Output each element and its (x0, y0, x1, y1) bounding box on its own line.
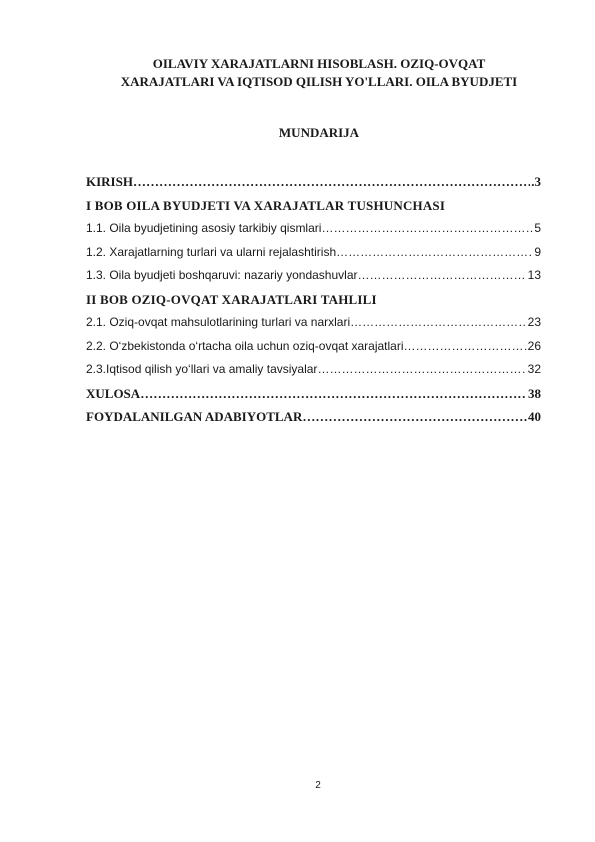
toc-entry-label: 2.3.Iqtisod qilish yo‘llari va amaliy tavsiyalar (86, 362, 318, 376)
toc-entry-1-1[interactable] (86, 221, 541, 245)
dot-leader (133, 174, 530, 190)
toc-entry-page: 26 (527, 338, 541, 353)
toc-entry-2-2[interactable] (86, 339, 541, 363)
toc-entry-page: 5 (534, 221, 541, 235)
toc-entry-label: XULOSA (86, 385, 141, 401)
table-of-contents (86, 174, 541, 433)
toc-entry-page: 13 (527, 268, 541, 282)
dot-leader (350, 315, 527, 329)
title-line-2: XARAJATLARI VA IQTISOD QILISH YO'LLARI. OILA BYUDJETI (120, 74, 518, 89)
toc-entry-label: 1.2. Xarajatlarning turlari va ularni rejalashtirish (86, 244, 337, 259)
toc-entry-2-3[interactable] (86, 362, 541, 386)
toc-entry-page: 23 (527, 315, 541, 329)
toc-entry-label: 2.1. Oziq-ovqat mahsulotlarining turlari va narxlari (86, 315, 351, 329)
toc-entry-page: 9 (534, 244, 541, 259)
dot-leader (404, 339, 527, 353)
toc-entry-page: .3 (531, 174, 541, 189)
contents-heading: MUNDARIJA (278, 125, 360, 140)
toc-entry-label: 2.2. O‘zbekistonda o‘rtacha oila uchun oziq-ovqat xarajatlari (86, 338, 404, 353)
toc-entry-label: I BOB OILA BYUDJETI VA XARAJATLAR TUSHUNCHASI (86, 197, 446, 213)
toc-entry-references[interactable] (86, 409, 541, 433)
toc-entry-1-3[interactable] (86, 268, 541, 292)
dot-leader (317, 362, 526, 376)
dot-leader (336, 245, 533, 259)
toc-chapter-1[interactable] (86, 198, 541, 222)
dot-leader (140, 386, 527, 402)
dot-leader (302, 409, 527, 425)
toc-entry-2-1[interactable] (86, 315, 541, 339)
document-title (84, 55, 554, 91)
toc-entry-page: 38 (528, 385, 541, 401)
toc-entry-xulosa[interactable] (86, 386, 541, 410)
toc-entry-kirish[interactable] (86, 174, 541, 198)
toc-chapter-2[interactable] (86, 292, 541, 316)
toc-entry-label: 1.3. Oila byudjeti boshqaruvi: nazariy yondashuvlar (86, 268, 358, 282)
toc-entry-label: 1.1. Oila byudjetining asosiy tarkibiy qismlari (86, 221, 322, 235)
dot-leader (321, 221, 533, 235)
toc-entry-label: II BOB OZIQ-OVQAT XARAJATLARI TAHLILI (86, 291, 377, 307)
title-line-1: OILAVIY XARAJATLARNI HISOBLASH. OZIQ-OVQAT (152, 56, 486, 71)
toc-entry-page: 40 (528, 409, 541, 424)
dot-leader (358, 268, 527, 282)
page-number: 2 (315, 780, 321, 791)
toc-entry-1-2[interactable] (86, 245, 541, 269)
toc-entry-label: KIRISH (86, 174, 133, 189)
toc-entry-label: FOYDALANILGAN ADABIYOTLAR (86, 409, 303, 424)
toc-entry-page: 32 (527, 362, 541, 376)
